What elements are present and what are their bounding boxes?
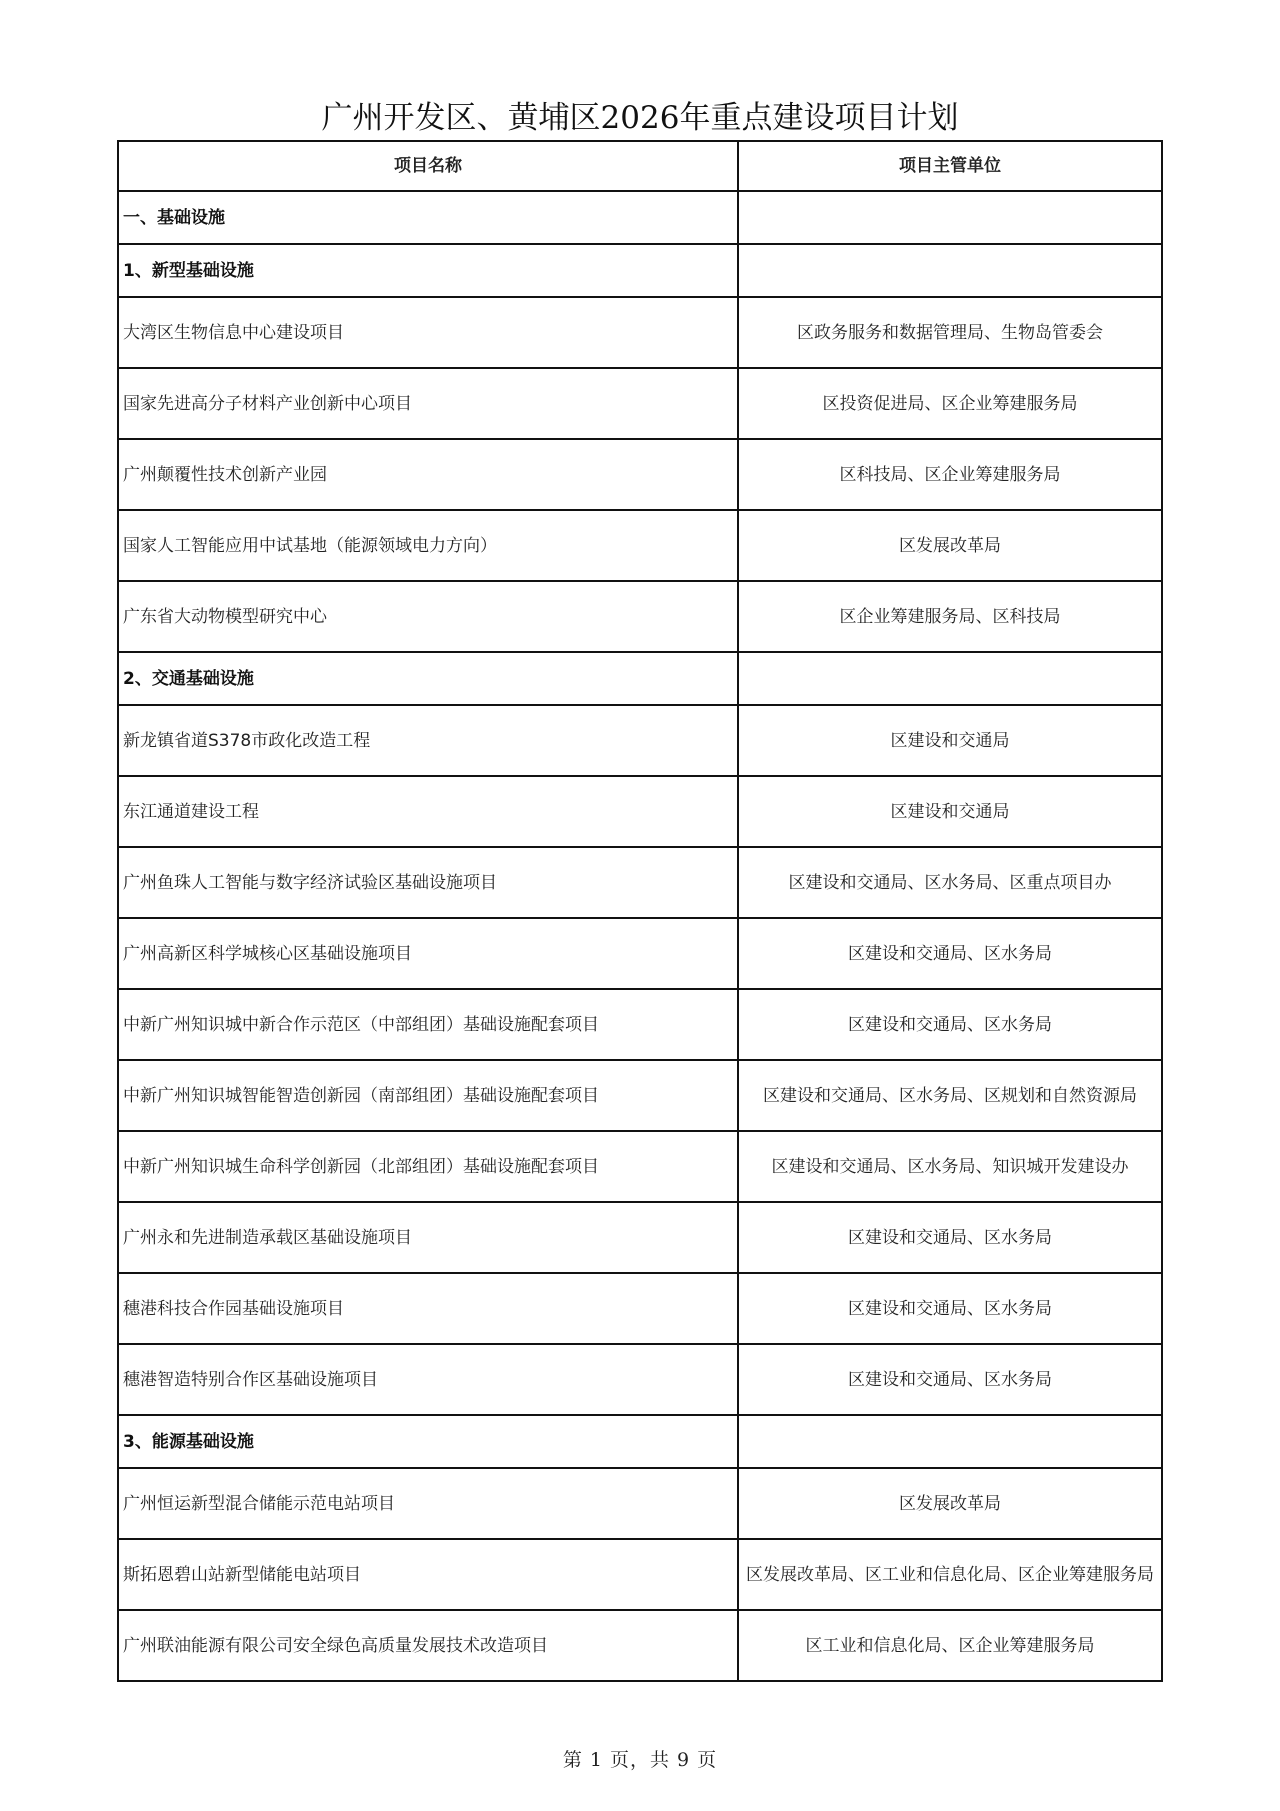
project-name: 国家人工智能应用中试基地（能源领域电力方向） — [118, 510, 738, 581]
project-authority: 区建设和交通局 — [738, 776, 1162, 847]
table-row — [118, 368, 1162, 439]
project-name: 穗港科技合作园基础设施项目 — [118, 1273, 738, 1344]
project-authority: 区发展改革局 — [738, 510, 1162, 581]
section-row — [118, 244, 1162, 297]
section-title: 2、交通基础设施 — [118, 652, 738, 705]
project-name: 东江通道建设工程 — [118, 776, 738, 847]
table-row — [118, 776, 1162, 847]
project-name: 广州高新区科学城核心区基础设施项目 — [118, 918, 738, 989]
project-authority: 区政务服务和数据管理局、生物岛管委会 — [738, 297, 1162, 368]
project-authority: 区建设和交通局、区水务局、知识城开发建设办 — [738, 1131, 1162, 1202]
project-name: 新龙镇省道S378市政化改造工程 — [118, 705, 738, 776]
table-row — [118, 1131, 1162, 1202]
table-row — [118, 297, 1162, 368]
project-name: 斯拓恩碧山站新型储能电站项目 — [118, 1539, 738, 1610]
project-name: 广州永和先进制造承载区基础设施项目 — [118, 1202, 738, 1273]
project-name: 中新广州知识城中新合作示范区（中部组团）基础设施配套项目 — [118, 989, 738, 1060]
table-row — [118, 918, 1162, 989]
table-row — [118, 1610, 1162, 1681]
table-row — [118, 581, 1162, 652]
project-authority: 区建设和交通局、区水务局、区规划和自然资源局 — [738, 1060, 1162, 1131]
project-authority: 区建设和交通局 — [738, 705, 1162, 776]
section-title: 一、基础设施 — [118, 191, 738, 244]
table-row — [118, 510, 1162, 581]
project-name: 中新广州知识城智能智造创新园（南部组团）基础设施配套项目 — [118, 1060, 738, 1131]
table-row — [118, 1273, 1162, 1344]
section-unit-empty — [738, 652, 1162, 705]
project-authority: 区建设和交通局、区水务局 — [738, 1344, 1162, 1415]
table-row — [118, 989, 1162, 1060]
section-title: 3、能源基础设施 — [118, 1415, 738, 1468]
section-unit-empty — [738, 191, 1162, 244]
table-row — [118, 1202, 1162, 1273]
section-row — [118, 191, 1162, 244]
section-unit-empty — [738, 244, 1162, 297]
project-name: 国家先进高分子材料产业创新中心项目 — [118, 368, 738, 439]
project-authority: 区建设和交通局、区水务局 — [738, 1273, 1162, 1344]
table-row — [118, 439, 1162, 510]
project-name: 广州鱼珠人工智能与数字经济试验区基础设施项目 — [118, 847, 738, 918]
column-header-project-name: 项目名称 — [118, 141, 738, 191]
project-authority: 区建设和交通局、区水务局 — [738, 1202, 1162, 1273]
page-footer: 第 1 页，共 9 页 — [562, 1749, 718, 1771]
table-row — [118, 1539, 1162, 1610]
project-name: 广州联油能源有限公司安全绿色高质量发展技术改造项目 — [118, 1610, 738, 1681]
project-authority: 区投资促进局、区企业筹建服务局 — [738, 368, 1162, 439]
project-name: 大湾区生物信息中心建设项目 — [118, 297, 738, 368]
project-table — [117, 140, 1163, 1682]
project-authority: 区科技局、区企业筹建服务局 — [738, 439, 1162, 510]
section-row — [118, 1415, 1162, 1468]
project-authority: 区建设和交通局、区水务局 — [738, 989, 1162, 1060]
project-authority: 区发展改革局、区工业和信息化局、区企业筹建服务局 — [738, 1539, 1162, 1610]
table-row — [118, 705, 1162, 776]
project-name: 广州颠覆性技术创新产业园 — [118, 439, 738, 510]
project-authority: 区企业筹建服务局、区科技局 — [738, 581, 1162, 652]
section-title: 1、新型基础设施 — [118, 244, 738, 297]
section-unit-empty — [738, 1415, 1162, 1468]
table-row — [118, 1344, 1162, 1415]
column-header-authority: 项目主管单位 — [738, 141, 1162, 191]
document-title: 广州开发区、黄埔区2026年重点建设项目计划 — [321, 100, 959, 136]
project-authority: 区建设和交通局、区水务局、区重点项目办 — [738, 847, 1162, 918]
project-authority: 区发展改革局 — [738, 1468, 1162, 1539]
project-name: 广州恒运新型混合储能示范电站项目 — [118, 1468, 738, 1539]
table-row — [118, 847, 1162, 918]
project-name: 广东省大动物模型研究中心 — [118, 581, 738, 652]
project-name: 中新广州知识城生命科学创新园（北部组团）基础设施配套项目 — [118, 1131, 738, 1202]
table-row — [118, 1060, 1162, 1131]
project-authority: 区建设和交通局、区水务局 — [738, 918, 1162, 989]
project-authority: 区工业和信息化局、区企业筹建服务局 — [738, 1610, 1162, 1681]
project-name: 穗港智造特别合作区基础设施项目 — [118, 1344, 738, 1415]
table-header-row — [118, 141, 1162, 191]
table-row — [118, 1468, 1162, 1539]
section-row — [118, 652, 1162, 705]
